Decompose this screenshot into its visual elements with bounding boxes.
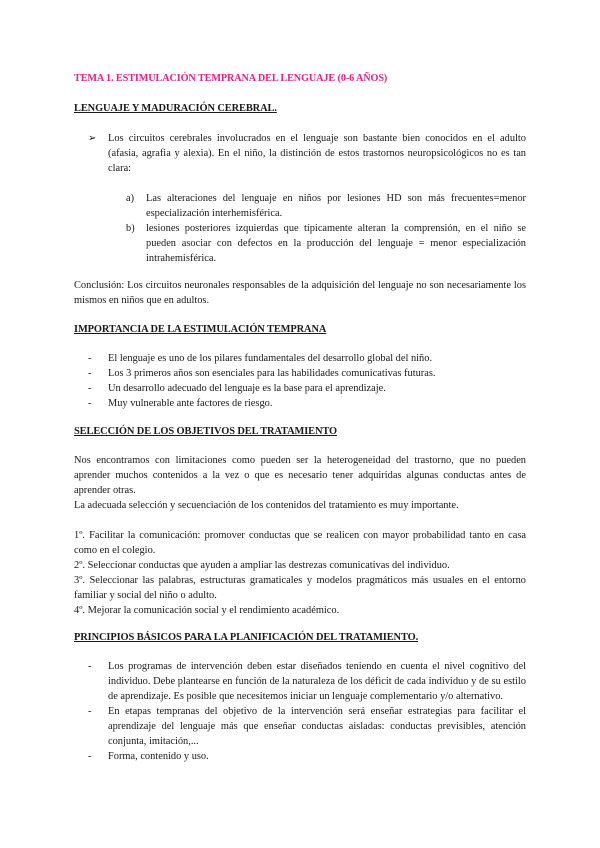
dash-marker: - xyxy=(88,398,92,409)
list-item xyxy=(88,351,526,366)
list-item xyxy=(88,396,526,411)
sub-list-marker: a) xyxy=(126,193,135,204)
arrow-bullet-icon: ➢ xyxy=(88,133,97,144)
sub-list xyxy=(126,191,526,266)
list-item-text: Muy vulnerable ante factores de riesgo. xyxy=(108,398,273,409)
sub-list-text: Las alteraciones del lenguaje en niños por lesiones HD son más frecuentes=menor especialización interhemisférica. xyxy=(146,193,526,219)
list-item-text: Los programas de intervención deben estar diseñados teniendo en cuenta el nivel cognitivo del individuo. Debe plantearse en función de la naturaleza de los déficit de cada individuo y de su estilo de aprendizaje. Es posible que necesitemos iniciar un lenguaje complementario y/o alternativo. xyxy=(108,661,526,702)
list-item-text: Un desarrollo adecuado del lenguaje es la base para el aprendizaje. xyxy=(108,383,386,394)
seleccion-para-1: Nos encontramos con limitaciones como pueden ser la heterogeneidad del trastorno, que no pueden aprender muchos contenidos a la vez o que es necesario tener adquiridas algunas conductas antes de aprender otras. xyxy=(74,455,526,496)
list-item xyxy=(88,704,526,749)
dash-marker: - xyxy=(88,706,92,717)
seleccion-para-2: La adecuada selección y secuenciación de los contenidos del tratamiento es muy importante. xyxy=(74,500,459,511)
goal-item: 2º. Seleccionar conductas que ayuden a ampliar las destrezas comunicativas del individuo. xyxy=(74,560,450,571)
dash-marker: - xyxy=(88,751,92,762)
dash-marker: - xyxy=(88,353,92,364)
dash-marker: - xyxy=(88,661,92,672)
list-item xyxy=(88,366,526,381)
sub-list-text: lesiones posteriores izquierdas que típicamente alteran la comprensión, en el niño se pueden asociar con defectos en la producción del lenguaje = menor especialización intrahemisférica. xyxy=(146,223,526,264)
heading-principios-basicos: PRINCIPIOS BÁSICOS PARA LA PLANIFICACIÓN DEL TRATAMIENTO. xyxy=(74,632,419,643)
principios-list xyxy=(88,659,526,764)
list-item-text: Los 3 primeros años son esenciales para las habilidades comunicativas futuras. xyxy=(108,368,436,379)
heading-seleccion-objetivos: SELECCIÓN DE LOS OBJETIVOS DEL TRATAMIENTO xyxy=(74,426,338,437)
arrow-bullet-item xyxy=(88,131,526,176)
sub-list-item xyxy=(126,221,526,266)
goal-item: 3º. Seleccionar las palabras, estructuras gramaticales y modelos pragmáticos más usuales en el entorno familiar y social del niño o adulto. xyxy=(74,575,526,601)
list-item xyxy=(88,659,526,704)
list-item-text: El lenguaje es uno de los pilares fundamentales del desarrollo global del niño. xyxy=(108,353,433,364)
dash-marker: - xyxy=(88,368,92,379)
list-item-text: Forma, contenido y uso. xyxy=(108,751,209,762)
list-item xyxy=(88,749,526,764)
list-item xyxy=(88,381,526,396)
goal-item: 4º. Mejorar la comunicación social y el rendimiento académico. xyxy=(74,605,340,616)
arrow-bullet-text: Los circuitos cerebrales involucrados en el lenguaje son bastante bien conocidos en el adulto (afasia, agrafia y alexia). En el niño, la distinción de estos trastornos neuropsicológicos no es tan clara: xyxy=(108,133,526,174)
heading-importancia: IMPORTANCIA DE LA ESTIMULACIÓN TEMPRANA xyxy=(74,324,327,335)
list-item-text: En etapas tempranas del objetivo de la intervención será enseñar estrategias para facilitar el aprendizaje del lenguaje más que enseñar conductas aisladas: conductas previsibles, atención conjunta, imitación,... xyxy=(108,706,526,747)
sub-list-item xyxy=(126,191,526,221)
seleccion-paragraphs xyxy=(74,453,526,618)
document-title: TEMA 1. ESTIMULACIÓN TEMPRANA DEL LENGUAJE (0-6 AÑOS) xyxy=(74,73,388,84)
dash-marker: - xyxy=(88,383,92,394)
importancia-list xyxy=(88,351,526,411)
spacer xyxy=(74,513,526,528)
goal-item: 1º. Facilitar la comunicación: promover conductas que se realicen con mayor probabilidad tanto en casa como en el colegio. xyxy=(74,530,526,556)
conclusion-paragraph: Conclusión: Los circuitos neuronales responsables de la adquisición del lenguaje no son necesariamente los mismos en niños que en adultos. xyxy=(74,280,526,306)
sub-list-marker: b) xyxy=(126,223,135,234)
heading-lenguaje-maduracion: LENGUAJE Y MADURACIÓN CEREBRAL. xyxy=(74,103,277,114)
